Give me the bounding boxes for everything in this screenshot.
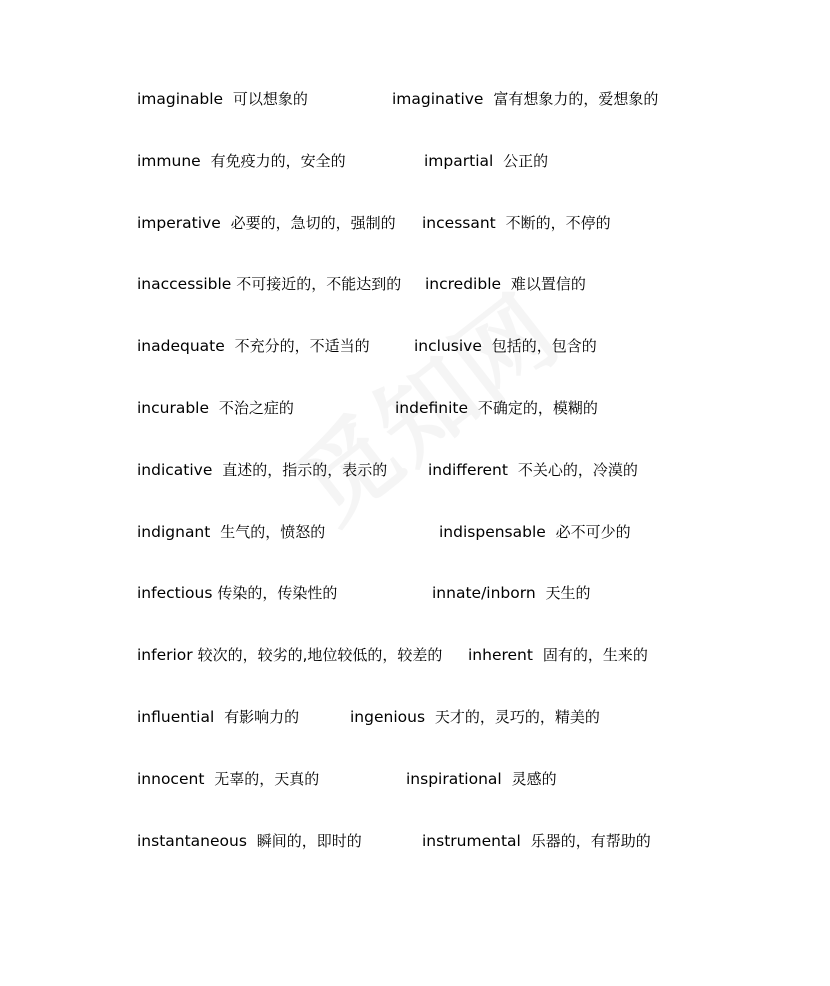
vocab-meaning: 天才的，灵巧的，精美的 — [434, 708, 600, 726]
vocab-word: inaccessible — [137, 275, 232, 293]
vocab-word: imperative — [137, 214, 221, 232]
vocab-entry-left — [137, 212, 396, 234]
vocab-word: inferior — [137, 646, 193, 664]
vocab-word: indifferent — [428, 461, 508, 479]
vocab-word: inadequate — [137, 337, 225, 355]
vocab-word: incessant — [422, 214, 496, 232]
vocab-entry-left — [137, 706, 299, 728]
vocab-word: imaginative — [392, 90, 484, 108]
vocab-word: innocent — [137, 770, 205, 788]
vocab-meaning: 富有想象力的，爱想象的 — [493, 90, 659, 108]
vocab-entry-right — [439, 521, 631, 543]
vocab-meaning: 生气的，愤怒的 — [220, 523, 326, 541]
vocab-meaning: 有影响力的 — [224, 708, 300, 726]
vocab-word: incurable — [137, 399, 210, 417]
vocab-word: inherent — [468, 646, 533, 664]
vocab-meaning: 不治之症的 — [218, 399, 294, 417]
vocab-meaning: 可以想象的 — [232, 90, 308, 108]
vocab-word: indicative — [137, 461, 213, 479]
vocab-meaning: 必要的，急切的，强制的 — [230, 214, 396, 232]
vocab-word: imaginable — [137, 90, 224, 108]
vocab-entry-right — [432, 582, 591, 604]
vocab-meaning: 较次的，较劣的,地位较低的，较差的 — [197, 646, 443, 664]
vocab-word: instrumental — [422, 832, 521, 850]
vocab-entry-right — [424, 150, 548, 172]
vocab-meaning: 不可接近的，不能达到的 — [236, 275, 402, 293]
vocab-meaning: 固有的，生来的 — [542, 646, 648, 664]
vocab-entry-right — [422, 830, 651, 852]
vocab-meaning: 不关心的，冷漠的 — [517, 461, 638, 479]
vocab-entry-left — [137, 459, 387, 481]
vocab-meaning: 灵感的 — [511, 770, 557, 788]
vocab-entry-right — [406, 768, 557, 790]
vocab-entry-left — [137, 521, 325, 543]
vocab-entry-left — [137, 150, 346, 172]
vocab-meaning: 必不可少的 — [555, 523, 631, 541]
vocab-meaning: 公正的 — [503, 152, 549, 170]
vocab-word: innate/inborn — [432, 584, 536, 602]
vocab-word: indignant — [137, 523, 211, 541]
vocab-meaning: 无辜的，天真的 — [214, 770, 320, 788]
vocab-entry-right — [425, 273, 586, 295]
vocab-meaning: 不确定的，模糊的 — [477, 399, 598, 417]
vocab-word: inclusive — [414, 337, 482, 355]
vocab-meaning: 瞬间的，即时的 — [256, 832, 362, 850]
vocab-entry-right — [422, 212, 611, 234]
vocab-word: impartial — [424, 152, 494, 170]
vocab-meaning: 不充分的，不适当的 — [234, 337, 370, 355]
vocab-entry-left — [137, 644, 442, 666]
vocab-entry-right — [428, 459, 638, 481]
vocab-word: indispensable — [439, 523, 546, 541]
vocab-entry-right — [414, 335, 597, 357]
vocab-meaning: 直述的，指示的，表示的 — [222, 461, 388, 479]
vocab-entry-right — [468, 644, 648, 666]
vocab-word: influential — [137, 708, 215, 726]
vocab-entry-right — [350, 706, 600, 728]
vocab-word: inspirational — [406, 770, 502, 788]
vocab-word: incredible — [425, 275, 502, 293]
vocab-entry-left — [137, 582, 337, 604]
vocab-entry-right — [395, 397, 598, 419]
vocab-entry-left — [137, 397, 294, 419]
vocab-entry-left — [137, 273, 401, 295]
vocab-entry-right — [392, 88, 658, 110]
vocab-meaning: 天生的 — [545, 584, 591, 602]
vocab-meaning: 难以置信的 — [510, 275, 586, 293]
vocab-meaning: 不断的，不停的 — [505, 214, 611, 232]
vocab-entry-left — [137, 830, 362, 852]
vocab-meaning: 乐器的，有帮助的 — [530, 832, 651, 850]
vocab-word: immune — [137, 152, 201, 170]
vocab-meaning: 包括的，包含的 — [491, 337, 597, 355]
vocab-meaning: 有免疫力的，安全的 — [210, 152, 346, 170]
vocab-word: instantaneous — [137, 832, 247, 850]
vocab-entry-left — [137, 768, 319, 790]
vocab-word: indefinite — [395, 399, 469, 417]
vocab-word: infectious — [137, 584, 213, 602]
vocab-word: ingenious — [350, 708, 426, 726]
vocab-entry-left — [137, 88, 308, 110]
vocab-meaning: 传染的，传染性的 — [217, 584, 338, 602]
vocab-entry-left — [137, 335, 370, 357]
